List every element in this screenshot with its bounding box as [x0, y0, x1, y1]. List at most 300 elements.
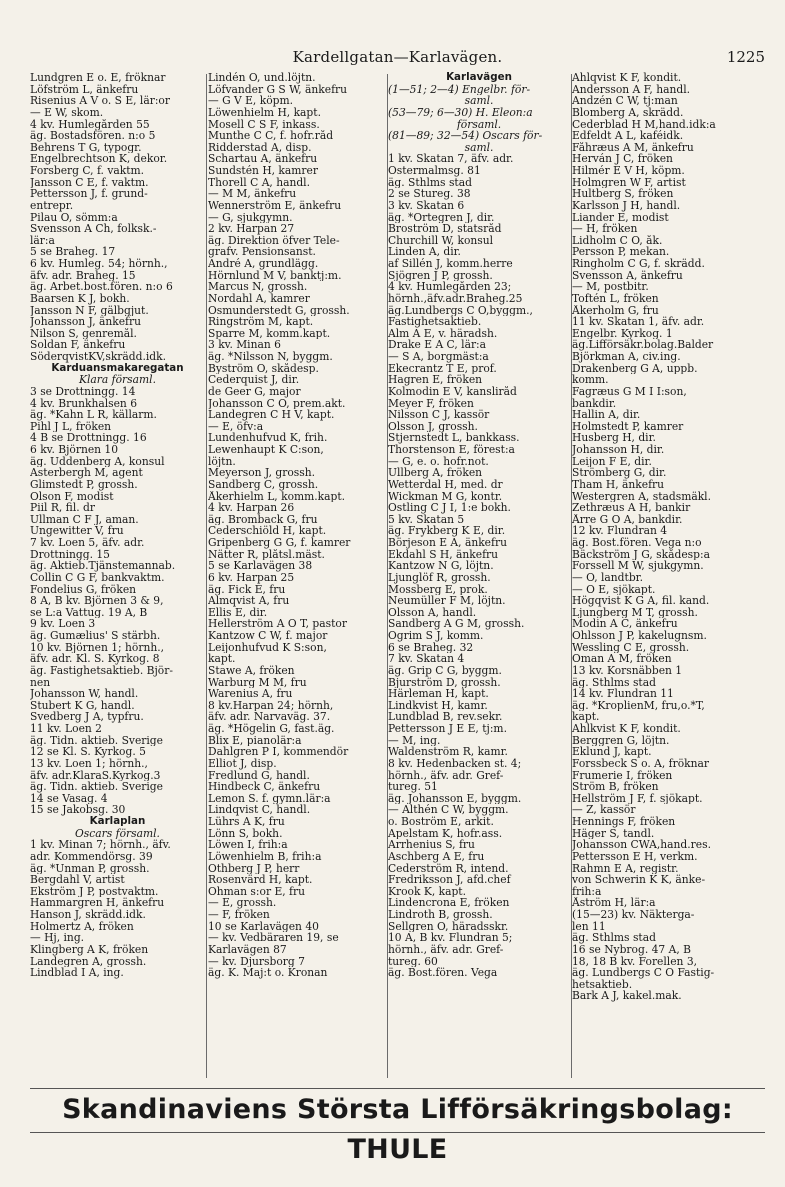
directory-entry: Fredlund G, handl.	[208, 769, 310, 782]
directory-entry: Neumüller F M, löjtn.	[388, 595, 506, 607]
directory-entry: Hörnlund M V, banktj:m.	[208, 269, 342, 282]
directory-entry: Olsson J, grossh.	[388, 420, 478, 433]
directory-entry: — S A, borgmäst:a	[388, 351, 489, 363]
column-1	[30, 72, 205, 1082]
directory-entry: 12 kv. Flundran 4	[572, 525, 668, 537]
directory-entry: Forssbeck S o. A, fröknar	[572, 757, 709, 770]
directory-entry: äg. *Unman P, grossh.	[30, 862, 150, 875]
directory-entry: Lindroth B, grossh.	[388, 909, 493, 921]
directory-entry: — Hj, ing.	[30, 932, 85, 944]
directory-entry: (15—23) kv. Näkterga-	[572, 909, 695, 921]
directory-entry: Strömberg G, dir.	[572, 467, 667, 479]
directory-entry: Pihl J L, fröken	[30, 420, 112, 433]
directory-entry: 7 kv. Skatan 4	[388, 653, 465, 665]
directory-entry: äg. Aktieb.Tjänstemannab.	[30, 560, 176, 572]
directory-entry: kapt.	[208, 653, 236, 665]
directory-entry: (81—89; 32—54) Oscars för-	[388, 130, 543, 142]
directory-entry: Ullman C F J, aman.	[30, 513, 139, 526]
directory-entry: Blomberg A, skrädd.	[572, 106, 684, 119]
directory-entry: Ringström M, kapt.	[208, 316, 314, 328]
directory-entry: 4 kv. Harpan 26	[208, 502, 295, 514]
directory-entry: 11 kv. Loen 2	[30, 723, 102, 735]
directory-entry: Karlsson J H, handl.	[572, 199, 681, 212]
directory-entry: Fagræus G M I I:son,	[572, 385, 687, 398]
directory-entry: Landegren C H V, kapt.	[208, 409, 335, 421]
directory-entry: Lundenhufvud K, frih.	[208, 432, 328, 444]
directory-entry: — M, ing.	[388, 734, 441, 747]
directory-entry: Öhman s:or E, fru	[208, 885, 306, 898]
directory-entry: Cederblad H M,hand.idk:a	[572, 118, 716, 131]
directory-entry: Eklund J, kapt.	[572, 746, 652, 758]
directory-entry: äg.Lifförsäkr.bolag.Balder	[572, 339, 714, 351]
directory-entry: saml.	[464, 141, 494, 154]
directory-entry: Schartau A, änkefru	[208, 153, 318, 165]
directory-entry: Pettersson E H, verkm.	[572, 850, 698, 863]
directory-entry: Ellis E, dir.	[208, 606, 268, 619]
directory-entry: äg. Tidn. aktieb. Sverige	[30, 781, 163, 793]
directory-entry: 9 kv. Loen 3	[30, 618, 96, 630]
directory-entry: äg. Bost.fören. Vega	[388, 967, 498, 979]
directory-entry: Härleman H, kapt.	[388, 688, 489, 700]
directory-entry: Landegren A, grossh.	[30, 955, 147, 968]
directory-entry: — M M, änkefru	[208, 188, 297, 200]
directory-entry: Hellerström A O T, pastor	[208, 618, 347, 630]
directory-entry: 10 se Karlavägen 40	[208, 920, 319, 933]
directory-entry: Hultberg S, fröken	[572, 188, 674, 200]
directory-entry: 3 se Drottningg. 14	[30, 385, 136, 398]
directory-entry: Bark A J, kakel.mak.	[572, 990, 682, 1002]
directory-entry: äg. *Kahn L R, källarm.	[30, 409, 157, 421]
directory-entry: Andzén C W, tj:man	[572, 95, 678, 107]
directory-entry: 5 se Braheg. 17	[30, 246, 116, 258]
directory-entry: Andersson A F, handl.	[572, 83, 691, 96]
directory-entry: Fastighetsaktieb.	[388, 316, 482, 328]
directory-entry: Jansson N F, gälbgjut.	[30, 304, 149, 317]
directory-entry: Edfeldt A L, kaféidk.	[572, 130, 684, 142]
directory-entry: Risenius A V o. S E, lär:or	[30, 95, 170, 107]
directory-entry: Löwen I, frih:a	[208, 839, 288, 851]
directory-entry: saml.	[464, 95, 494, 107]
directory-entry: Ahlqvist K F, kondit.	[572, 72, 682, 84]
directory-entry: Hanson J, skrädd.idk.	[30, 909, 146, 921]
directory-entry: von Schwerin K K, änke-	[572, 874, 706, 886]
directory-entry: äg. Lundbergs C O Fastig-	[572, 967, 715, 979]
directory-entry: äg. Grip C G, byggm.	[388, 664, 502, 677]
directory-entry: Åkerholm G, fru	[572, 304, 659, 317]
directory-entry: Ljunglöf R, grossh.	[388, 571, 491, 584]
directory-entry: Pilau O, sömm:a	[30, 211, 118, 224]
directory-entry: äfv. adr. Kl. S. Kyrkog. 8	[30, 653, 160, 665]
directory-entry: Klara församl.	[79, 374, 156, 386]
directory-entry: 7 kv. Loen 5, äfv. adr.	[30, 537, 145, 549]
directory-entry: — G, sjukgymn.	[208, 211, 293, 224]
directory-entry: Meyerson J, grossh.	[208, 467, 316, 479]
directory-entry: Rahmn E A, registr.	[572, 862, 679, 875]
directory-entry: Leijonhufvud K S:son,	[208, 641, 327, 654]
directory-entry: — H, fröken	[572, 223, 638, 235]
directory-entry: Toftén L, fröken	[572, 292, 659, 305]
directory-entry: entrepr.	[30, 199, 74, 212]
directory-entry: äg. Sthlms stad	[388, 176, 472, 189]
directory-entry: Marcus N, grossh.	[208, 281, 308, 293]
directory-entry: hörnh., äfv. adr. Gref-	[388, 943, 504, 956]
directory-entry: — E W, skom.	[30, 106, 104, 119]
directory-entry: Hallin A, dir.	[572, 409, 641, 421]
directory-entry: Ekdahl S H, änkefru	[388, 548, 499, 561]
directory-entry: äg. Sthlms stad	[572, 932, 656, 944]
directory-entry: Lewenhaupt K C:son,	[208, 444, 324, 456]
directory-entry: Oscars församl.	[75, 827, 160, 840]
directory-entry: Löwenhielm B, frih:a	[208, 850, 322, 863]
directory-entry: Ungewitter V, fru	[30, 525, 124, 537]
directory-entry: hetsaktieb.	[572, 978, 633, 991]
directory-entry: nen	[30, 676, 51, 689]
directory-entry: adr. Kommendörsg. 39	[30, 850, 153, 863]
directory-entry: — kv. Djursborg 7	[208, 955, 305, 968]
directory-entry: Stjernstedt L, bankkass.	[388, 432, 520, 444]
directory-entry: Åström H, lär:a	[572, 897, 656, 909]
directory-entry: Lönn S, bokh.	[208, 827, 283, 840]
directory-entry: äg. Arbet.bost.fören. n:o 6	[30, 281, 173, 293]
directory-entry: Persson P, mekan.	[572, 246, 670, 258]
directory-entry: Hagren E, fröken	[388, 374, 483, 386]
directory-entry: — Z, kassör	[572, 804, 636, 816]
directory-entry: 2 kv. Harpan 27	[208, 223, 295, 235]
directory-entry: Johansson C O, prem.akt.	[208, 397, 346, 410]
directory-entry: Byström O, skådesp.	[208, 362, 319, 375]
directory-entry: Stawe A, fröken	[208, 664, 295, 677]
directory-entry: Nordahl A, kamrer	[208, 292, 310, 305]
directory-entry: äfv. adr. Narvaväg. 37.	[208, 711, 331, 723]
directory-entry: löjtn.	[208, 455, 236, 468]
directory-entry: äg. *Örtegren J, dir.	[388, 211, 495, 224]
directory-entry: 14 se Vasag. 4	[30, 792, 108, 805]
directory-entry: Lindén O, und.löjtn.	[208, 72, 316, 84]
directory-entry: Lundgren E o. E, fröknar	[30, 72, 166, 84]
directory-entry: Ahlkvist K F, kondit.	[572, 723, 681, 735]
directory-entry: len 11	[572, 920, 606, 933]
directory-entry: Öman A M, fröken	[572, 653, 672, 665]
directory-entry: Ridderstad A, disp.	[208, 141, 312, 154]
directory-entry: 13 kv. Loen 1; hörnh.,	[30, 757, 148, 770]
directory-entry: Waldenström R, kamr.	[388, 746, 508, 758]
directory-entry: Baarsen K J, bokh.	[30, 292, 130, 305]
directory-entry: Pettersson J E E, tj:m.	[388, 723, 507, 735]
directory-entry: Wickman M G, kontr.	[388, 490, 503, 503]
directory-entry: Frumerie I, fröken	[572, 769, 673, 782]
directory-entry: Olson F, modist	[30, 490, 114, 503]
directory-entry: 6 kv. Björnen 10	[30, 444, 119, 456]
directory-entry: äg. Gumælius' S stärbh.	[30, 630, 161, 642]
directory-entry: Glimstedt P, grossh.	[30, 478, 138, 491]
directory-entry: Cederström R, intend.	[388, 862, 509, 875]
directory-entry: Soldan F, änkefru	[30, 339, 126, 351]
directory-entry: Ljungberg M T, grossh.	[572, 606, 698, 619]
directory-entry: Almqvist A, fru	[208, 595, 290, 607]
directory-entry: Hellström J F, f. sjökapt.	[572, 792, 703, 805]
directory-entry: äg.Lundbergs C O,byggm.,	[388, 304, 533, 317]
directory-entry: Lemon S. f. gymn.lär:a	[208, 792, 331, 805]
directory-entry: Drake E A C, lär:a	[388, 339, 487, 351]
directory-entry: Cederschiöld H, kapt.	[208, 525, 327, 537]
directory-entry: 4 kv. Humlegården 23;	[388, 281, 512, 293]
directory-entry: Högqvist K G A, fil. kand.	[572, 595, 710, 607]
directory-entry: — E, öfv:a	[208, 420, 264, 433]
directory-entry: Collin C G F, bankvaktm.	[30, 571, 165, 584]
directory-entry: Aschberg A E, fru	[388, 850, 485, 863]
directory-entry: Bergdahl V, artist	[30, 874, 125, 886]
directory-entry: hörnh.,äfv.adr.Braheg.25	[388, 292, 523, 305]
directory-entry: äg. K. Maj:t o. Kronan	[208, 967, 328, 979]
directory-entry: äfv. adr.KlaraS.Kyrkog.3	[30, 769, 161, 782]
directory-entry: äfv. adr. Braheg. 15	[30, 269, 136, 282]
directory-entry: — G, e. o. hofr.not.	[388, 455, 489, 468]
directory-entry: Elliot J, disp.	[208, 757, 277, 770]
directory-entry: Ström B, fröken	[572, 781, 659, 793]
directory-entry: Svedberg J A, typfru.	[30, 711, 144, 723]
directory-entry: Thorstenson E, förest:a	[388, 444, 515, 456]
directory-entry: o. Boström E, arkit.	[388, 816, 494, 828]
directory-entry: — F, fröken	[208, 909, 270, 921]
directory-entry: 11 kv. Skatan 1, äfv. adr.	[572, 316, 705, 328]
directory-entry: af Sillén J, komm.herre	[388, 258, 513, 270]
directory-entry: 6 kv. Harpan 25	[208, 571, 295, 584]
directory-entry: Sjögren J P, grossh.	[388, 269, 493, 282]
directory-entry: 2 se Stureg. 38	[388, 188, 471, 200]
directory-entry: 3 kv. Minan 6	[208, 339, 281, 351]
directory-entry: Stubert K G, handl.	[30, 699, 135, 712]
directory-entry: tureg. 60	[388, 955, 438, 968]
page-number: 1225	[726, 48, 765, 66]
column-3	[388, 72, 570, 1082]
directory-entry: Pettersson J, f. grund-	[30, 188, 148, 200]
directory-entry: Wennerström E, änkefru	[208, 199, 342, 212]
directory-entry: 1 kv. Skatan 7, äfv. adr.	[388, 153, 514, 165]
directory-entry: Krook K, kapt.	[388, 885, 466, 898]
directory-entry: äg. Uddenberg A, konsul	[30, 455, 165, 468]
directory-entry: Hennings F, fröken	[572, 816, 676, 828]
directory-entry: Herván J C, fröken	[572, 153, 673, 165]
directory-entry: 13 kv. Korsnäbben 1	[572, 664, 683, 677]
directory-entry: Rosenvärd H, kapt.	[208, 874, 313, 886]
directory-entry: Hilmér E V H, köpm.	[572, 165, 685, 177]
directory-entry: Löfström L, änkefru	[30, 83, 139, 96]
directory-entry: — kv. Vedbäraren 19, se	[208, 932, 339, 944]
directory-entry: Löfvander G S W, änkefru	[208, 83, 348, 96]
directory-entry: Johansson J, änkefru	[30, 316, 141, 328]
directory-entry: äg. Johansson E, byggm.	[388, 792, 522, 805]
directory-entry: Olsson A, handl.	[388, 606, 477, 619]
directory-entry: Warenius A, fru	[208, 688, 293, 700]
directory-entry: Dahlgren P I, kommendör	[208, 746, 349, 758]
directory-entry: Bäckström J G, skådesp:a	[572, 548, 710, 561]
directory-entry: Engelbrechtson K, dekor.	[30, 153, 168, 165]
directory-entry: Ohlsson J P, kakelugnsm.	[572, 630, 707, 642]
directory-entry: Sparre M, komm.kapt.	[208, 327, 331, 340]
directory-entry: Klingberg A K, fröken	[30, 943, 149, 956]
directory-entry: 8 A, B kv. Björnen 3 & 9,	[30, 595, 164, 607]
directory-entry: Fondelius G, fröken	[30, 583, 137, 596]
directory-entry: Ögrim S J, komm.	[388, 630, 484, 642]
directory-entry: Holmstedt P, kamrer	[572, 420, 684, 433]
directory-entry: Fåhræus A M, änkefru	[572, 141, 694, 154]
directory-entry: Johansson W, handl.	[30, 688, 139, 700]
directory-entry: Arrhenius S, fru	[388, 839, 475, 851]
directory-entry: 8 kv.Harpan 24; hörnh,	[208, 699, 334, 712]
directory-entry: 5 kv. Skatan 5	[388, 513, 465, 526]
directory-entry: Westergren A, stadsmäkl.	[572, 490, 711, 503]
column-2	[208, 72, 386, 1082]
directory-entry: Johansson CWA,hand.res.	[572, 839, 711, 851]
directory-entry: äg. *Nilsson N, byggm.	[208, 351, 333, 363]
directory-entry: (1—51; 2—4) Engelbr. för-	[388, 83, 531, 96]
directory-entry: Asterbergh M, agent	[30, 467, 143, 479]
directory-entry: äg. Bromback G, fru	[208, 513, 318, 526]
directory-entry: Häger S, tandl.	[572, 827, 655, 840]
directory-entry: 4 kv. Humlegården 55	[30, 118, 150, 131]
directory-entry: Zethræus A H, bankir	[572, 502, 691, 514]
directory-entry: lär:a	[30, 234, 55, 247]
directory-entry: Munthe C C, f. hofr.råd	[208, 130, 334, 142]
directory-entry: de Geer G, major	[208, 385, 301, 398]
advertisement-banner: Skandinaviens Största Lifförsäkringsbolag: THULE	[62, 1094, 733, 1165]
directory-entry: — O, landtbr.	[572, 571, 643, 584]
directory-entry: Holmgren W F, artist	[572, 176, 686, 189]
directory-entry: Behrens T G, typogr.	[30, 141, 142, 154]
directory-entry: 5 se Karlavägen 38	[208, 560, 313, 572]
directory-entry: församl.	[456, 118, 502, 131]
directory-entry: Blix E, pianolär:a	[208, 734, 302, 747]
directory-entry: Tham H, änkefru	[572, 478, 665, 491]
directory-entry: 3 kv. Skatan 6	[388, 199, 465, 212]
directory-entry: Ekecrantz T E, prof.	[388, 362, 497, 375]
directory-entry: Mosell C S F, inkass.	[208, 118, 320, 131]
directory-entry: Hindbeck C, änkefru	[208, 781, 321, 793]
directory-entry: Ekström J P, postvaktm.	[30, 885, 159, 898]
directory-entry: Forssell M W, sjukgymn.	[572, 560, 704, 572]
directory-entry: Börjeson E A, änkefru	[388, 537, 507, 549]
directory-entry: Othberg J P, herr	[208, 862, 300, 875]
directory-entry: 4 kv. Brunkhalsen 6	[30, 397, 138, 410]
directory-entry: Berggren G, löjtn.	[572, 734, 670, 747]
directory-entry: Osmunderstedt G, grossh.	[208, 304, 350, 317]
directory-entry: äg. Fick E, fru	[208, 583, 286, 596]
directory-entry: Åkerhielm L, komm.kapt.	[208, 490, 346, 503]
banner-rule-top	[30, 1088, 765, 1089]
directory-entry: Liander E, modist	[572, 211, 669, 224]
directory-entry: äg. Frykberg K E, dir.	[388, 525, 506, 537]
directory-entry: bankdir.	[572, 397, 617, 410]
directory-entry: 6 se Braheg. 32	[388, 641, 474, 654]
directory-entry: Apelstam K, hofr.ass.	[388, 827, 503, 840]
column-4	[572, 72, 762, 1082]
directory-entry: Engelbr. Kyrkog. 1	[572, 327, 673, 340]
directory-entry: Sandberg C, grossh.	[208, 478, 319, 491]
directory-entry: komm.	[572, 374, 609, 386]
directory-entry: Husberg H, dir.	[572, 432, 656, 444]
directory-entry: Nilson S, genremål.	[30, 327, 137, 340]
directory-entry: Wessling C E, grossh.	[572, 641, 690, 654]
directory-entry: Churchill W, konsul	[388, 234, 494, 247]
directory-entry: äg. Sthlms stad	[572, 676, 656, 689]
directory-entry: Holmertz A, fröken	[30, 920, 134, 933]
directory-entry: Cederquist J, dir.	[208, 374, 300, 386]
directory-entry: Lundblad B, rev.sekr.	[388, 711, 503, 723]
directory-entry: Lindqvist C, handl.	[208, 804, 311, 816]
directory-entry: Nilsson C J, kassör	[388, 409, 490, 421]
directory-entry: Leijon F E, dir.	[572, 455, 652, 468]
directory-entry: Lindencrona E, fröken	[388, 897, 510, 909]
directory-entry: Svensson A, änkefru	[572, 269, 683, 282]
directory-entry: Piil R, fil. dr	[30, 502, 95, 514]
directory-entry: Modin A C, änkefru	[572, 618, 678, 630]
directory-entry: äg. Direktion öfver Tele-	[208, 234, 340, 247]
directory-entry: Östling C J I, 1:e bokh.	[388, 502, 511, 514]
directory-entry: äg. Bostadsfören. n:o 5	[30, 130, 156, 142]
directory-entry: 6 kv. Humleg. 54; hörnh.,	[30, 258, 168, 270]
directory-entry: Bjurström D, grossh.	[388, 676, 501, 689]
directory-entry: (53—79; 6—30) H. Eleon:a	[388, 106, 533, 119]
page-title: Kardellgatan—Karlavägen.	[292, 48, 503, 66]
directory-entry: äg. Bost.fören. Vega n:o	[572, 537, 702, 549]
directory-entry: Warburg M M, fru	[208, 676, 307, 689]
directory-entry: Sandberg A G M, grossh.	[388, 618, 525, 630]
directory-entry: tureg. 51	[388, 781, 438, 793]
directory-entry: Forsberg C, f. vaktm.	[30, 165, 145, 177]
directory-entry: Karlavägen 87	[208, 943, 287, 956]
directory-entry: Kolmodin E V, kansliråd	[388, 385, 517, 398]
directory-entry: äg. *Högelin G, fast.äg.	[208, 723, 335, 735]
directory-entry: Thorell C A, handl.	[208, 176, 310, 189]
directory-entry: — Althén C W, byggm.	[388, 804, 509, 816]
directory-entry: äg. Fastighetsaktieb. Björ-	[30, 664, 173, 677]
street-heading: Karlaplan	[89, 816, 146, 827]
directory-entry: 4 B se Drottningg. 16	[30, 432, 147, 444]
directory-entry: Lidholm C O, åk.	[572, 234, 663, 247]
directory-entry: Hammargren H, änkefru	[30, 897, 165, 909]
directory-entry: — G V E, köpm.	[208, 95, 294, 107]
directory-entry: äg. Tidn. aktieb. Sverige	[30, 734, 163, 747]
directory-entry: Ullberg A, fröken	[388, 467, 483, 479]
directory-entry: Svensson A Ch, folksk.-	[30, 223, 157, 235]
directory-entry: hörnh., äfv. adr. Gref-	[388, 769, 504, 782]
street-heading: Karlavägen	[446, 72, 512, 83]
directory-entry: Sellgren O, häradsskr.	[388, 920, 509, 933]
directory-entry: Nätter R, plåtsl.mäst.	[208, 548, 325, 561]
directory-entry: — M, postbitr.	[572, 281, 649, 293]
directory-entry: Gripenberg G G, f. kamrer	[208, 537, 351, 549]
directory-entry: 10 A, B kv. Flundran 5;	[388, 932, 513, 944]
directory-entry: Kantzow C W, f. major	[208, 630, 328, 642]
directory-entry: Björkman A, civ.ing.	[572, 351, 681, 363]
directory-entry: frih:a	[572, 885, 602, 898]
directory-entry: Meyer F, fröken	[388, 397, 474, 410]
directory-entry: Mossberg E, prok.	[388, 583, 488, 596]
directory-entry: 16 se Nybrog. 47 A, B	[572, 943, 691, 956]
directory-entry: Lührs A K, fru	[208, 816, 285, 828]
directory-entry: Linden A, dir.	[388, 246, 461, 258]
directory-entry: André A, grundlägg.	[208, 258, 319, 270]
banner-rule-bottom	[30, 1132, 765, 1133]
directory-entry: Fredriksson J, afd.chef	[388, 874, 511, 886]
directory-entry: 1 kv. Minan 7; hörnh., äfv.	[30, 839, 171, 851]
directory-entry: Lindblad I A, ing.	[30, 967, 124, 979]
directory-entry: 12 se Kl. S. Kyrkog. 5	[30, 746, 146, 758]
directory-entry: SöderqvistKV,skrädd.idk.	[30, 351, 166, 363]
directory-entry: 10 kv. Björnen 1; hörnh.,	[30, 641, 165, 654]
street-heading: Karduansmakaregatan	[51, 362, 184, 374]
directory-entry: 18, 18 B kv. Forellen 3,	[572, 955, 698, 968]
